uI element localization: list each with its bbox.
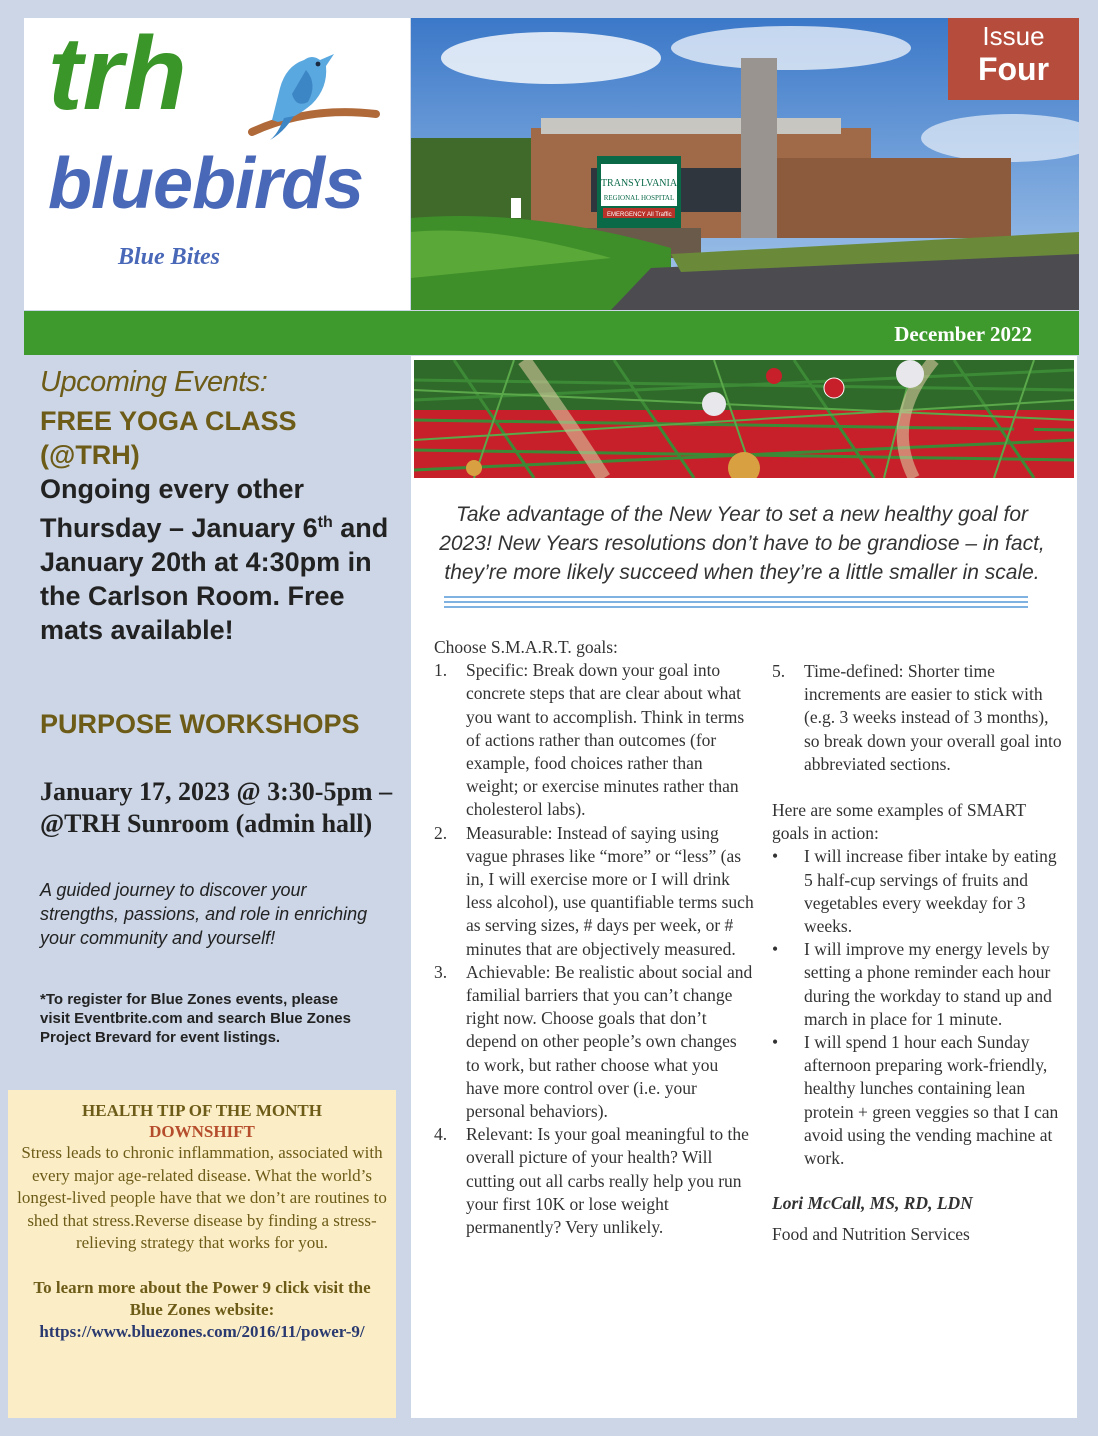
health-tip-learn-more: To learn more about the Power 9 click visit the Blue Zones website: <box>33 1277 371 1319</box>
author-name: Lori McCall, MS, RD, LDN <box>772 1193 973 1214</box>
bullet-icon: • <box>772 1032 779 1053</box>
goal-text: Achievable: Be realistic about social and familial barriers that you can’t change right now. Choose goals that don’t depend on other people’s own changes to work, but rather choose what you have more control over (i.e. your personal behaviors). <box>466 961 753 1122</box>
goal-text: Relevant: Is your goal meaningful to the overall picture of your health? Will cutting out all carbs really help you run your first 10K or lose weight permanently? Very unlikely. <box>466 1124 749 1238</box>
purpose-description: A guided journey to discover your strengths, passions, and role in enriching your community and yourself! <box>40 880 368 948</box>
author-department: Food and Nutrition Services <box>772 1224 970 1245</box>
goal-text: Measurable: Instead of saying using vague phrases like “more” or “less” (as in, I will exercise more or I will drink less alcohol), use quantifiable terms such as serving sizes, # days per week, or # minutes that are objectively measured. <box>466 822 754 959</box>
goals-list-continued <box>772 660 1062 776</box>
sign-name: TRANSYLVANIA <box>600 178 678 189</box>
goals-column-2 <box>772 660 1062 1247</box>
article-intro: Take advantage of the New Year to set a new healthy goal for 2023! New Years resolutions don’t have to be grandiose – in fact, they’re more likely succeed when they’re a little smaller in scale. <box>439 503 1045 584</box>
goal-item <box>434 822 754 961</box>
goal-text: Specific: Break down your goal into concrete steps that are clear about what you want to accomplish. Think in terms of actions rather than outcomes (for example, food choices rather than weight; or exercise minutes rather than cholesterol labs). <box>466 660 745 820</box>
issue-date: December 2022 <box>894 322 1032 346</box>
divider-line-1 <box>444 596 1028 598</box>
goals-heading: Choose S.M.A.R.T. goals: <box>434 637 618 657</box>
goal-text: Time-defined: Shorter time increments are easier to stick with (e.g. 3 weeks instead of 3 months), so break down your overall goal into abbreviated sections. <box>804 661 1062 774</box>
bluebird-icon <box>248 48 382 142</box>
yoga-desc-part2: and January 20th at 4:30pm in the Carlson Room. Free mats available! <box>40 513 389 645</box>
example-text: I will increase fiber intake by eating 5 half-cup servings of fruits and vegetables every weekday for 3 weeks. <box>804 846 1057 937</box>
purpose-date: January 17, 2023 @ 3:30-5pm – @TRH Sunroom (admin hall) <box>40 777 393 838</box>
example-text: I will spend 1 hour each Sunday afternoon preparing work-friendly, healthy lunches containing lean protein + green veggies so that I can avoid using the vending machine at work. <box>804 1032 1059 1169</box>
newsletter-subtitle: Blue Bites <box>118 244 221 270</box>
examples-list <box>772 845 1062 1170</box>
register-note: *To register for Blue Zones events, please visit Eventbrite.com and search Blue Zones Project Brevard for event listings. <box>40 991 351 1046</box>
divider-line-3 <box>444 606 1028 608</box>
yoga-title: FREE YOGA CLASS (@TRH) <box>40 406 297 470</box>
goal-number: 5. <box>772 661 786 681</box>
yoga-desc-sup: th <box>317 514 333 531</box>
divider-line-2 <box>444 601 1028 603</box>
events-heading: Upcoming Events: <box>40 366 268 398</box>
example-item <box>772 1031 1062 1170</box>
sign-traffic: All Traffic <box>647 212 672 218</box>
goal-number: 4. <box>434 1124 448 1145</box>
goal-item <box>434 1123 754 1239</box>
health-tip-subtitle: DOWNSHIFT <box>149 1122 255 1141</box>
goals-list <box>434 659 754 1239</box>
health-tip-box <box>8 1090 396 1418</box>
goal-item <box>772 660 1062 776</box>
goal-item <box>434 659 754 821</box>
yoga-description <box>40 472 390 647</box>
bullet-icon: • <box>772 846 779 867</box>
logo-trh: trh <box>48 16 187 132</box>
bluezones-link[interactable]: https://www.bluezones.com/2016/11/power-9/ <box>39 1321 365 1341</box>
issue-badge <box>948 18 1079 100</box>
bullet-icon: • <box>772 939 779 960</box>
example-item <box>772 845 1062 938</box>
sign-emergency: EMERGENCY <box>607 212 646 218</box>
health-tip-text: Stress leads to chronic inflammation, associated with every major age-related disease. What the world’s longest-lived people have that we don’t are routines to shed that stress.Reverse disease by finding a stress-relieving strategy that works for you. <box>17 1143 387 1252</box>
goals-column <box>434 636 754 1239</box>
goal-number: 1. <box>434 660 448 681</box>
goal-item <box>434 961 754 1123</box>
goal-number: 2. <box>434 822 448 843</box>
goal-number: 3. <box>434 961 448 982</box>
purpose-title: PURPOSE WORKSHOPS <box>40 709 360 739</box>
logo-bluebirds: bluebirds <box>48 144 364 224</box>
example-item <box>772 938 1062 1031</box>
sign-subname: REGIONAL HOSPITAL <box>603 194 675 202</box>
issue-label: Issue <box>982 21 1045 51</box>
yoga-desc-part1: Ongoing every other Thursday – January 6 <box>40 474 318 543</box>
examples-heading: Here are some examples of SMART goals in action: <box>772 800 1026 844</box>
health-tip-title: HEALTH TIP OF THE MONTH <box>82 1101 322 1120</box>
example-text: I will improve my energy levels by setting a phone reminder each hour during the workday to stand up and march in place for 1 minute. <box>804 939 1052 1029</box>
holiday-garland-image <box>414 360 1074 478</box>
issue-number: Four <box>977 51 1050 87</box>
